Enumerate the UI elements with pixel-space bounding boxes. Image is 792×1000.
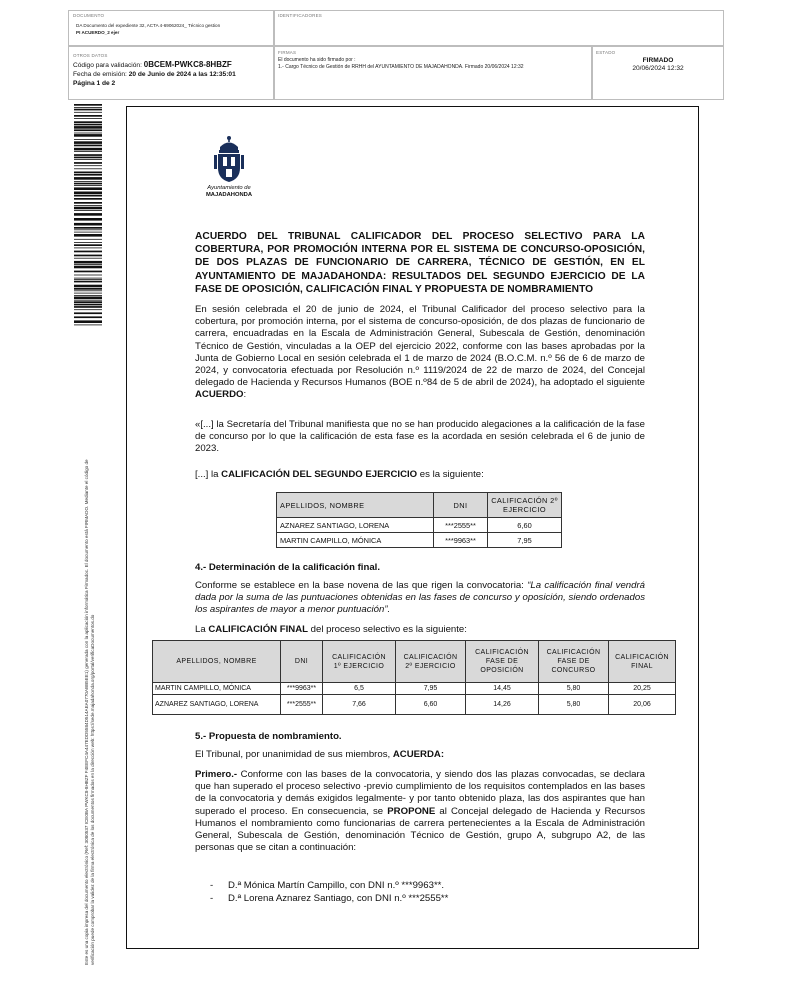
table-header: DNI [281,641,323,683]
table-cell: AZNAREZ SANTIAGO, LORENA [277,518,434,533]
coat-of-arms-icon [213,135,245,183]
codigo-value: 0BCEM-PWKC8-8HBZF [143,60,232,69]
section5-heading: 5.- Propuesta de nombramiento. [195,731,342,742]
acuerda-line: El Tribunal, por unanimidad de sus miembros, ACUERDA: [195,749,445,760]
firmas-label: FIRMAS [278,50,297,55]
table-row [153,683,676,695]
table-cell: 14,26 [466,695,539,715]
estado-label: ESTADO [596,50,616,55]
codigo-validacion: Código para validación: 0BCEM-PWKC8-8HBZF [73,60,232,69]
barcode-image [74,104,102,326]
table-cell: AZNAREZ SANTIAGO, LORENA [153,695,281,715]
section4-heading: 4.- Determinación de la calificación final. [195,562,381,573]
table-header: APELLIDOS, NOMBRE [277,493,434,518]
table-header: CALIFICACIÓN 2º EJERCICIO [488,493,562,518]
table-header: CALIFICACIÓN FINAL [609,641,676,683]
table-cell: ***9963** [281,683,323,695]
estado-fecha: 20/06/2024 12:32 [632,65,684,72]
logo-text [198,185,260,198]
table-header: APELLIDOS, NOMBRE [153,641,281,683]
estado-value: FIRMADO [642,57,674,64]
side-text-line2: verificación puede comprobar la validez de la firma electrónica de los documentos firmados en la dirección web: https://sede.majadahonda.org/portal/verificaDocumentos.do [90,614,95,965]
table-cell: 5,80 [539,683,609,695]
acuerdo-bold: ACUERDO [195,389,244,401]
side-text-line1: Este es una copia impresa del documento electrónico (Ref: 3080537 ICE0BA PWKC8-8HBZF F4EEFC4A447EDD5584D514AEA0770ABB5EE1) generada con la aplicación informática Firmadoc. El documento está FIRMADO. Mediante el código de [84,459,89,965]
table-row [153,695,676,715]
table-header: CALIFICACIÓN 1º EJERCICIO [323,641,396,683]
firmas-line2: 1.- Cargo Técnico de Gestión de RRHH del AYUNTAMIENTO DE MAJADAHONDA. Firmado 20/06/2024 12:32 [278,64,524,70]
table-cell: 20,06 [609,695,676,715]
documento-label: DOCUMENTO [73,13,105,18]
pagina-info: Página 1 de 2 [73,80,116,87]
header-box-firmas [274,46,592,100]
table-row [277,518,562,533]
identificadores-label: IDENTIFICADORES [278,13,323,18]
document-title: ACUERDO DEL TRIBUNAL CALIFICADOR DEL PROCESO SELECTIVO PARA LA COBERTURA, POR PROMOCIÓN INTERNA POR EL SISTEMA DE CONCURSO-OPOSICIÓN, DE DOS PLAZAS DE FUNCIONARIO DE CARRERA, TÉCNICO DE GESTIÓN, EN EL AYUNTAMIENTO DE MAJADAHONDA: RESULTADOS DEL SEGUNDO EJERCICIO DE LA FASE DE OPOSICIÓN, CALIFICACIÓN FINAL Y PROPUESTA DE NOMBRAMIENTO [195,231,645,295]
nominee-list [210,880,448,905]
header-box-identificadores [274,10,724,46]
table-cell: MARTIN CAMPILLO, MÓNICA [277,533,434,548]
table-cell: 7,95 [396,683,466,695]
quote-paragraph: «[...] la Secretaría del Tribunal manifiesta que no se han producido alegaciones a la calificación de la fase de concurso por lo que la calificación de esta fase es la acordada en sesión celebrada el 6 de junio de 2023. [195,419,645,455]
table-header-row [153,641,676,683]
table-row [277,533,562,548]
table-header: DNI [434,493,488,518]
table-cell: 20,25 [609,683,676,695]
documento-line1: DA Documento del expediente 32, ACTA 4-69062024_ Técnico gestion [76,23,221,28]
logo-line2: MAJADAHONDA [205,191,253,198]
list-item: - D.ª Mónica Martín Campillo, con DNI n.º ***9963**. [210,880,445,891]
table-header-row [277,493,562,518]
list-item: - D.ª Lorena Aznarez Santiago, con DNI n.º ***2555** [210,892,449,904]
municipal-logo [198,135,260,203]
table-cell: MARTIN CAMPILLO, MÓNICA [153,683,281,695]
table-cell: ***2555** [281,695,323,715]
otros-datos-label: OTROS DATOS [73,53,108,58]
fecha-emision: Fecha de emisión: 20 de Junio de 2024 a las 12:35:01 [73,71,236,78]
calificacion-final-table [152,640,676,715]
table-cell: ***2555** [434,518,488,533]
segundo-ejercicio-table [276,492,562,548]
table-cell: 7,66 [323,695,396,715]
side-verification-text [84,330,94,970]
table-header: CALIFICACIÓN 2º EJERCICIO [396,641,466,683]
base-novena-quote: “La calificación final vendrá dada por la suma de las puntuaciones obtenidas en las fases de concurso y oposición, siendo ordenados los aspirantes de mayor a menor puntuación”. [195,580,645,616]
section4-paragraph: Conforme se establece en la base novena de las que rigen la convocatoria: “La calificación final vendrá dada por la suma de las puntuaciones obtenidas en las fases de concurso y oposición, siendo ordenados los aspirantes de mayor a menor puntuación”. [195,580,645,616]
table-header: CALIFICACIÓN FASE DE OPOSICIÓN [466,641,539,683]
segundo-ejercicio-line: [...] la CALIFICACIÓN DEL SEGUNDO EJERCICIO es la siguiente: [195,469,484,480]
logo-line1: Ayuntamiento de [207,185,251,191]
intro-paragraph: En sesión celebrada el 20 de junio de 2024, el Tribunal Calificador del proceso selectivo para la cobertura, por promoción interna, por el sistema de concurso-oposición, de dos plazas de funcionario de carrera, encuadradas en la Escala de Administración General, Subescala de Gestión, denominación Técnico de Gestión, vinculadas a la OEP del ejercicio 2022, conforme con las bases aprobadas por la Junta de Gobierno Local en sesión celebrada el 1 de marzo de 2024 (B.O.C.M. n.º 56 de 6 de marzo de 2024, y convocatoria efectuada por Resolución n.º 1119/2024 de 22 de marzo de 2024, del Concejal delegado de Hacienda y Recursos Humanos (BOE n.º84 de 5 de abril de 2024), ha adoptado el siguiente ACUERDO: [195,304,645,401]
documento-line2: PI ACUERDO_2 ejer [76,30,120,35]
table-cell: 7,95 [488,533,562,548]
table-cell: 6,60 [396,695,466,715]
table-header: CALIFICACIÓN FASE DE CONCURSO [539,641,609,683]
fecha-value: 20 de Junio de 2024 a las 12:35:01 [128,71,236,78]
primero-paragraph: Primero.- Conforme con las bases de la convocatoria, y siendo dos las plazas convocadas, se declara que han superado el proceso selectivo -previo cumplimiento de los requisitos contemplados en las bases de la convocatoria y demás exigidos legalmente- y por tanto obtenido plaza, las dos aspirantes que han superado el proceso. En consecuencia, se PROPONE al Concejal delegado de Hacienda y Recursos Humanos el nombramiento como funcionarias de carrera pertenecientes a la Escala de Administración General, Subescala de Gestión, denominación Técnico de Gestión, grupo A, subgrupo A2, de las personas que se citan a continuación: [195,769,645,854]
firmas-line1: El documento ha sido firmado por : [278,57,356,63]
table-cell: 6,60 [488,518,562,533]
table-cell: 5,80 [539,695,609,715]
table-cell: ***9963** [434,533,488,548]
calificacion-final-line: La CALIFICACIÓN FINAL del proceso selectivo es la siguiente: [195,624,467,635]
table-cell: 14,45 [466,683,539,695]
table-cell: 6,5 [323,683,396,695]
